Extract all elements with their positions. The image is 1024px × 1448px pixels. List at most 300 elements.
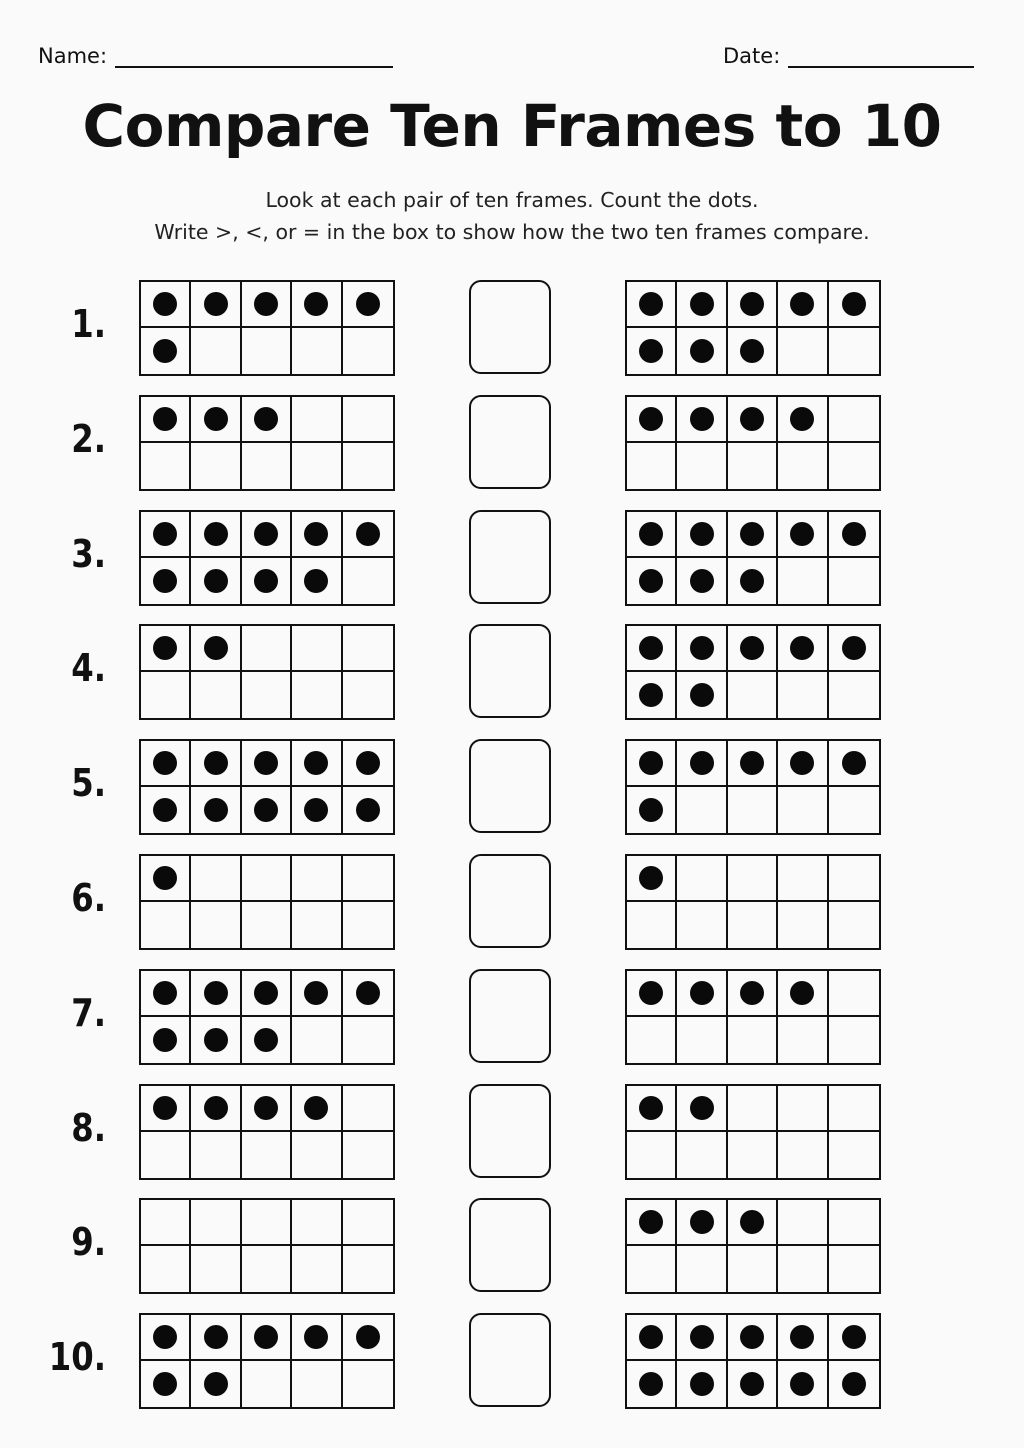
ten-frame-cell xyxy=(141,1361,191,1407)
ten-frame-cell xyxy=(778,902,828,948)
counter-dot xyxy=(639,522,663,546)
counter-dot xyxy=(639,866,663,890)
counter-dot xyxy=(153,1325,177,1349)
ten-frame-cell xyxy=(778,558,828,604)
ten-frame-cell xyxy=(242,1017,292,1063)
counter-dot xyxy=(790,407,814,431)
ten-frame-cell xyxy=(141,1246,191,1292)
ten-frame-cell xyxy=(728,626,778,672)
ten-frame-cell xyxy=(141,512,191,558)
ten-frame-cell xyxy=(141,856,191,902)
counter-dot xyxy=(153,1028,177,1052)
problem-row xyxy=(0,854,1024,950)
answer-box[interactable] xyxy=(469,1313,551,1407)
counter-dot xyxy=(304,292,328,316)
ten-frame-cell xyxy=(677,328,727,374)
ten-frame-cell xyxy=(778,1361,828,1407)
ten-frame-cell xyxy=(292,902,342,948)
ten-frame-cell xyxy=(141,1315,191,1361)
counter-dot xyxy=(690,1096,714,1120)
counter-dot xyxy=(254,798,278,822)
counter-dot xyxy=(690,292,714,316)
ten-frame-cell xyxy=(627,328,677,374)
ten-frame-cell xyxy=(141,902,191,948)
ten-frame-cell xyxy=(191,1017,241,1063)
ten-frame-cell xyxy=(343,512,393,558)
ten-frame-cell xyxy=(778,443,828,489)
ten-frame-cell xyxy=(728,397,778,443)
ten-frame-cell xyxy=(141,397,191,443)
ten-frame-cell xyxy=(191,443,241,489)
ten-frame-left xyxy=(139,624,395,720)
counter-dot xyxy=(690,407,714,431)
ten-frame-cell xyxy=(191,558,241,604)
ten-frame-cell xyxy=(829,328,879,374)
counter-dot xyxy=(639,636,663,660)
ten-frame-cell xyxy=(191,1361,241,1407)
answer-box[interactable] xyxy=(469,1198,551,1292)
counter-dot xyxy=(639,1096,663,1120)
counter-dot xyxy=(790,981,814,1005)
counter-dot xyxy=(842,636,866,660)
counter-dot xyxy=(639,751,663,775)
ten-frame-cell xyxy=(141,1132,191,1178)
ten-frame-cell xyxy=(343,902,393,948)
ten-frame-cell xyxy=(627,282,677,328)
ten-frame-cell xyxy=(191,787,241,833)
answer-box[interactable] xyxy=(469,280,551,374)
problem-row xyxy=(0,395,1024,491)
ten-frame-cell xyxy=(343,856,393,902)
counter-dot xyxy=(356,798,380,822)
counter-dot xyxy=(356,1325,380,1349)
counter-dot xyxy=(204,1372,228,1396)
problem-number: 9. xyxy=(71,1220,106,1264)
ten-frame-cell xyxy=(242,741,292,787)
ten-frame-cell xyxy=(728,1200,778,1246)
ten-frame-cell xyxy=(627,1086,677,1132)
counter-dot xyxy=(639,798,663,822)
ten-frame-cell xyxy=(292,626,342,672)
counter-dot xyxy=(690,522,714,546)
counter-dot xyxy=(690,981,714,1005)
ten-frame-cell xyxy=(778,1246,828,1292)
name-label: Name: xyxy=(38,44,108,68)
ten-frame-cell xyxy=(343,1315,393,1361)
ten-frame-cell xyxy=(778,741,828,787)
ten-frame-cell xyxy=(292,397,342,443)
counter-dot xyxy=(204,1028,228,1052)
counter-dot xyxy=(254,1096,278,1120)
ten-frame-cell xyxy=(141,626,191,672)
ten-frame-left xyxy=(139,969,395,1065)
ten-frame-cell xyxy=(627,1361,677,1407)
counter-dot xyxy=(740,407,764,431)
ten-frame-cell xyxy=(778,328,828,374)
ten-frame-cell xyxy=(677,443,727,489)
counter-dot xyxy=(304,569,328,593)
counter-dot xyxy=(204,569,228,593)
counter-dot xyxy=(204,981,228,1005)
counter-dot xyxy=(790,1325,814,1349)
ten-frame-left xyxy=(139,1198,395,1294)
answer-box[interactable] xyxy=(469,739,551,833)
problem-row xyxy=(0,280,1024,376)
problem-row xyxy=(0,1198,1024,1294)
problem-number: 10. xyxy=(48,1335,106,1379)
ten-frame-right xyxy=(625,624,881,720)
ten-frame-cell xyxy=(627,443,677,489)
counter-dot xyxy=(204,751,228,775)
ten-frame-cell xyxy=(728,328,778,374)
counter-dot xyxy=(356,751,380,775)
counter-dot xyxy=(304,751,328,775)
counter-dot xyxy=(304,798,328,822)
ten-frame-cell xyxy=(343,1200,393,1246)
ten-frame-cell xyxy=(677,856,727,902)
ten-frame-cell xyxy=(829,512,879,558)
ten-frame-cell xyxy=(728,971,778,1017)
counter-dot xyxy=(204,636,228,660)
counter-dot xyxy=(690,683,714,707)
counter-dot xyxy=(639,683,663,707)
ten-frame-cell xyxy=(627,1132,677,1178)
ten-frame-cell xyxy=(677,971,727,1017)
problem-number: 1. xyxy=(71,302,106,346)
ten-frame-cell xyxy=(191,1315,241,1361)
ten-frame-cell xyxy=(191,328,241,374)
name-line[interactable] xyxy=(115,46,393,68)
counter-dot xyxy=(740,522,764,546)
ten-frame-cell xyxy=(677,902,727,948)
ten-frame-cell xyxy=(829,1361,879,1407)
ten-frame-cell xyxy=(627,397,677,443)
counter-dot xyxy=(639,569,663,593)
ten-frame-cell xyxy=(343,1361,393,1407)
ten-frame-cell xyxy=(677,787,727,833)
ten-frame-cell xyxy=(728,282,778,328)
ten-frame-cell xyxy=(242,443,292,489)
counter-dot xyxy=(153,1096,177,1120)
ten-frame-cell xyxy=(627,1200,677,1246)
problem-row xyxy=(0,739,1024,835)
date-line[interactable] xyxy=(788,46,974,68)
ten-frame-cell xyxy=(677,282,727,328)
problem-row xyxy=(0,969,1024,1065)
counter-dot xyxy=(639,1372,663,1396)
counter-dot xyxy=(790,292,814,316)
ten-frame-cell xyxy=(829,1315,879,1361)
counter-dot xyxy=(153,751,177,775)
counter-dot xyxy=(204,407,228,431)
counter-dot xyxy=(254,569,278,593)
ten-frame-cell xyxy=(292,1017,342,1063)
ten-frame-cell xyxy=(677,1132,727,1178)
answer-box[interactable] xyxy=(469,1084,551,1178)
problem-number: 5. xyxy=(71,761,106,805)
counter-dot xyxy=(153,292,177,316)
ten-frame-cell xyxy=(191,1246,241,1292)
ten-frame-cell xyxy=(343,1132,393,1178)
ten-frame-cell xyxy=(728,558,778,604)
ten-frame-cell xyxy=(141,1017,191,1063)
counter-dot xyxy=(639,292,663,316)
ten-frame-cell xyxy=(627,626,677,672)
counter-dot xyxy=(356,522,380,546)
counter-dot xyxy=(639,339,663,363)
ten-frame-right xyxy=(625,1313,881,1409)
ten-frame-cell xyxy=(292,282,342,328)
counter-dot xyxy=(639,407,663,431)
instruction-line-2: Write >, <, or = in the box to show how the two ten frames compare. xyxy=(154,220,870,244)
ten-frame-cell xyxy=(627,971,677,1017)
instruction-line-1: Look at each pair of ten frames. Count the dots. xyxy=(265,188,759,212)
ten-frame-cell xyxy=(292,971,342,1017)
counter-dot xyxy=(356,292,380,316)
ten-frame-cell xyxy=(242,856,292,902)
counter-dot xyxy=(842,1372,866,1396)
ten-frame-cell xyxy=(292,1200,342,1246)
counter-dot xyxy=(153,569,177,593)
ten-frame-cell xyxy=(292,512,342,558)
ten-frame-cell xyxy=(677,397,727,443)
ten-frame-cell xyxy=(242,787,292,833)
ten-frame-cell xyxy=(829,787,879,833)
ten-frame-cell xyxy=(343,397,393,443)
ten-frame-cell xyxy=(242,971,292,1017)
ten-frame-cell xyxy=(677,1086,727,1132)
counter-dot xyxy=(740,981,764,1005)
ten-frame-cell xyxy=(627,856,677,902)
ten-frame-cell xyxy=(242,1200,292,1246)
ten-frame-cell xyxy=(728,1132,778,1178)
ten-frame-cell xyxy=(829,1017,879,1063)
counter-dot xyxy=(153,981,177,1005)
ten-frame-cell xyxy=(778,1017,828,1063)
ten-frame-cell xyxy=(242,1132,292,1178)
counter-dot xyxy=(740,569,764,593)
ten-frame-left xyxy=(139,1313,395,1409)
ten-frame-cell xyxy=(829,558,879,604)
ten-frame-right xyxy=(625,280,881,376)
ten-frame-cell xyxy=(141,672,191,718)
ten-frame-cell xyxy=(292,1246,342,1292)
counter-dot xyxy=(690,569,714,593)
ten-frame-cell xyxy=(292,1086,342,1132)
counter-dot xyxy=(740,636,764,660)
ten-frame-cell xyxy=(677,1315,727,1361)
ten-frame-right xyxy=(625,510,881,606)
counter-dot xyxy=(690,1325,714,1349)
counter-dot xyxy=(153,866,177,890)
counter-dot xyxy=(842,1325,866,1349)
ten-frame-cell xyxy=(728,1246,778,1292)
ten-frame-cell xyxy=(191,1132,241,1178)
counter-dot xyxy=(153,407,177,431)
ten-frame-cell xyxy=(343,1086,393,1132)
ten-frame-cell xyxy=(627,902,677,948)
page-title: Compare Ten Frames to 10 xyxy=(82,92,942,160)
ten-frame-left xyxy=(139,395,395,491)
counter-dot xyxy=(304,1325,328,1349)
counter-dot xyxy=(842,292,866,316)
ten-frame-cell xyxy=(677,558,727,604)
name-field[interactable] xyxy=(38,44,393,68)
ten-frame-cell xyxy=(242,328,292,374)
ten-frame-cell xyxy=(728,443,778,489)
answer-box[interactable] xyxy=(469,395,551,489)
ten-frame-cell xyxy=(627,787,677,833)
ten-frame-cell xyxy=(242,397,292,443)
ten-frame-cell xyxy=(728,856,778,902)
ten-frame-cell xyxy=(242,558,292,604)
problem-number: 8. xyxy=(71,1106,106,1150)
ten-frame-cell xyxy=(829,672,879,718)
ten-frame-cell xyxy=(778,397,828,443)
ten-frame-cell xyxy=(292,1315,342,1361)
ten-frame-cell xyxy=(677,1200,727,1246)
answer-box[interactable] xyxy=(469,969,551,1063)
ten-frame-cell xyxy=(292,741,342,787)
ten-frame-cell xyxy=(677,1361,727,1407)
ten-frame-cell xyxy=(191,282,241,328)
ten-frame-cell xyxy=(141,971,191,1017)
counter-dot xyxy=(254,1028,278,1052)
ten-frame-cell xyxy=(627,741,677,787)
ten-frame-cell xyxy=(141,328,191,374)
ten-frame-cell xyxy=(343,282,393,328)
ten-frame-cell xyxy=(829,902,879,948)
counter-dot xyxy=(254,981,278,1005)
ten-frame-cell xyxy=(627,558,677,604)
counter-dot xyxy=(740,1372,764,1396)
ten-frame-cell xyxy=(778,512,828,558)
ten-frame-cell xyxy=(829,1132,879,1178)
ten-frame-left xyxy=(139,739,395,835)
ten-frame-cell xyxy=(191,1086,241,1132)
counter-dot xyxy=(690,1210,714,1234)
ten-frame-cell xyxy=(191,1200,241,1246)
problem-row xyxy=(0,1313,1024,1409)
ten-frame-cell xyxy=(829,443,879,489)
ten-frame-right xyxy=(625,1198,881,1294)
ten-frame-cell xyxy=(191,856,241,902)
ten-frame-cell xyxy=(242,1246,292,1292)
counter-dot xyxy=(153,636,177,660)
ten-frame-cell xyxy=(677,626,727,672)
ten-frame-cell xyxy=(292,558,342,604)
ten-frame-cell xyxy=(141,1086,191,1132)
ten-frame-cell xyxy=(677,672,727,718)
counter-dot xyxy=(690,751,714,775)
ten-frame-cell xyxy=(343,558,393,604)
ten-frame-cell xyxy=(778,282,828,328)
counter-dot xyxy=(153,1372,177,1396)
ten-frame-cell xyxy=(141,1200,191,1246)
ten-frame-cell xyxy=(242,1086,292,1132)
ten-frame-cell xyxy=(728,787,778,833)
ten-frame-cell xyxy=(141,558,191,604)
problem-row xyxy=(0,1084,1024,1180)
ten-frame-right xyxy=(625,395,881,491)
ten-frame-cell xyxy=(191,626,241,672)
counter-dot xyxy=(356,981,380,1005)
answer-box[interactable] xyxy=(469,510,551,604)
ten-frame-cell xyxy=(292,787,342,833)
ten-frame-cell xyxy=(242,1361,292,1407)
ten-frame-cell xyxy=(343,443,393,489)
answer-box[interactable] xyxy=(469,854,551,948)
ten-frame-cell xyxy=(728,1315,778,1361)
ten-frame-cell xyxy=(343,626,393,672)
ten-frame-cell xyxy=(191,512,241,558)
ten-frame-cell xyxy=(778,1315,828,1361)
ten-frame-cell xyxy=(728,672,778,718)
counter-dot xyxy=(690,339,714,363)
counter-dot xyxy=(254,1325,278,1349)
ten-frame-left xyxy=(139,510,395,606)
problem-number: 4. xyxy=(71,646,106,690)
date-field[interactable] xyxy=(723,44,974,68)
ten-frame-cell xyxy=(191,971,241,1017)
ten-frame-cell xyxy=(627,1315,677,1361)
counter-dot xyxy=(842,751,866,775)
counter-dot xyxy=(153,522,177,546)
ten-frame-cell xyxy=(191,672,241,718)
date-label: Date: xyxy=(723,44,781,68)
ten-frame-cell xyxy=(242,626,292,672)
ten-frame-cell xyxy=(829,1086,879,1132)
ten-frame-cell xyxy=(141,282,191,328)
ten-frame-cell xyxy=(728,741,778,787)
problem-row xyxy=(0,624,1024,720)
ten-frame-cell xyxy=(778,971,828,1017)
ten-frame-cell xyxy=(829,626,879,672)
counter-dot xyxy=(204,292,228,316)
ten-frame-cell xyxy=(292,1132,342,1178)
answer-box[interactable] xyxy=(469,624,551,718)
ten-frame-right xyxy=(625,1084,881,1180)
ten-frame-cell xyxy=(778,856,828,902)
ten-frame-cell xyxy=(242,902,292,948)
counter-dot xyxy=(790,751,814,775)
problem-number: 2. xyxy=(71,417,106,461)
ten-frame-left xyxy=(139,854,395,950)
ten-frame-cell xyxy=(677,1017,727,1063)
ten-frame-cell xyxy=(141,443,191,489)
ten-frame-cell xyxy=(728,1361,778,1407)
counter-dot xyxy=(790,522,814,546)
counter-dot xyxy=(740,339,764,363)
ten-frame-cell xyxy=(627,672,677,718)
ten-frame-cell xyxy=(829,856,879,902)
ten-frame-cell xyxy=(677,512,727,558)
ten-frame-cell xyxy=(191,741,241,787)
counter-dot xyxy=(842,522,866,546)
ten-frame-cell xyxy=(778,1086,828,1132)
ten-frame-cell xyxy=(829,282,879,328)
ten-frame-cell xyxy=(728,1017,778,1063)
ten-frame-cell xyxy=(829,971,879,1017)
ten-frame-right xyxy=(625,739,881,835)
counter-dot xyxy=(790,636,814,660)
ten-frame-left xyxy=(139,280,395,376)
ten-frame-cell xyxy=(627,512,677,558)
ten-frame-cell xyxy=(292,672,342,718)
counter-dot xyxy=(639,981,663,1005)
ten-frame-cell xyxy=(343,1246,393,1292)
counter-dot xyxy=(204,522,228,546)
